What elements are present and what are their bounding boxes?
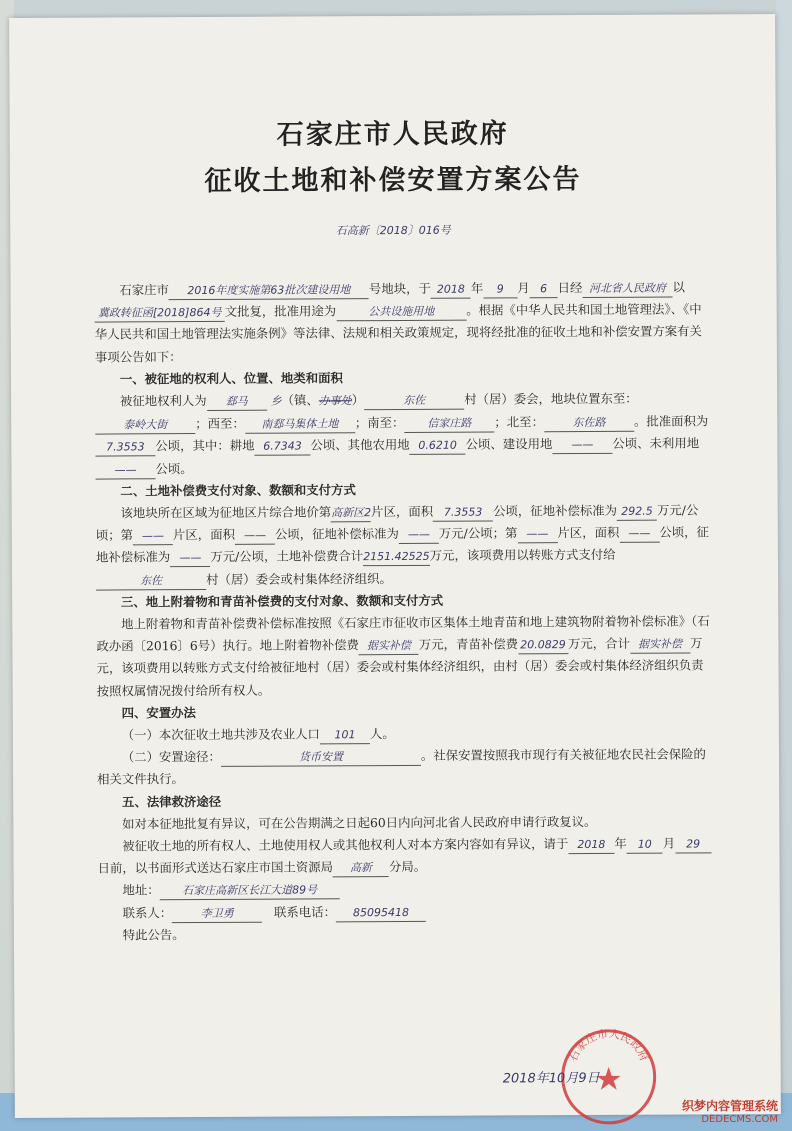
zone2-area: —— (235, 528, 275, 545)
zone3: —— (517, 526, 557, 543)
section4-item2: （二）安置途径： 货币安置 。社保安置按照我市现行有关被征地农民社会保险的相关文件执行。 (97, 746, 706, 788)
section2-paragraph: 该地块所在区域为征地区片综合地价第高新区2片区，面积 7.3553 公顷，征地补偿标准为 292.5 万元/公顷；第 —— 片区，面积 —— 公顷，征地补偿标准为 —— 万元/公顷；第 —— 片区，面积 —— 公顷，征地补偿标准为 —— 万元/公顷，土地补偿费合计2151.42525万元，该项费用以转账方式支付给东佐 村（居）委会或村集体经济组织。 (96, 499, 714, 591)
zone1: 高新区2 (331, 505, 371, 522)
agricultural-population: 101 (320, 727, 370, 744)
intro-paragraph: 石家庄市 2016年度实施第63批次建设用地 号地块，于 2018 年 9 月 6 日经 河北省人民政府 以冀政转征函[2018]864号 文批复，批准用途为 公共设施用地 。根据《中华人民共和国土地管理法》、《中华人民共和国土地管理法实施条例》等法律、法规和相关政策规定，现将经批准的征收土地和补偿安置方案有关事项公告如下： (94, 279, 702, 365)
approval-number: 冀政转征函[2018]864号 (95, 305, 225, 323)
approval-year: 2018 (431, 282, 471, 299)
compensation-sum: 据实补偿 (630, 637, 690, 654)
section1-heading: 一、被征地的权利人、位置、地类和面积 (119, 370, 343, 387)
seal-star-icon (597, 1067, 621, 1090)
approval-month: 9 (483, 281, 517, 298)
unused-area: —— (95, 462, 155, 479)
resettlement-method: 货币安置 (221, 749, 421, 767)
section3-paragraph: 地上附着物和青苗补偿费补偿标准按照《石家庄市征收市区集体土地青苗和地上建筑物附着物补偿标准》（石政办函〔2016〕6号）执行。地上附着物补偿费 据实补偿 万元，青苗补偿费 20.0829 万元，合计 据实补偿 万元，该项费用以转账方式支付给被征地村（居）委会或村集体经济组织，由村（居）委会或村集体经济组织负责按照权属情况拨付给所有权人。 (96, 613, 710, 699)
town-mark: 乡 (270, 394, 282, 408)
town: 郄马 (207, 394, 267, 411)
section4-item1: （一）本次征收土地共涉及农业人口 101 人。 (121, 726, 395, 743)
construction-area: —— (552, 437, 612, 454)
address-line: 地址： 石家庄高新区长江大道89号 (98, 877, 716, 902)
village: 东佐 (364, 393, 464, 411)
title-line1: 石家庄市人民政府 (276, 118, 509, 151)
plot-batch: 2016年度实施第63批次建设用地 (169, 282, 369, 300)
document-number: 石高新〔2018〕016号 (335, 223, 451, 238)
zone2: —— (133, 528, 173, 545)
farmland-area: 6.7343 (254, 439, 310, 456)
zone1-standard: 292.5 (617, 504, 657, 521)
crop-compensation: 20.0829 (518, 637, 568, 654)
zone3-standard: —— (170, 550, 210, 567)
contact-phone: 85095418 (336, 905, 426, 922)
section4-heading: 四、安置办法 (121, 704, 196, 721)
boundary-north: 东佐路 (544, 415, 634, 432)
watermark-line2: DEDECMS.COM (701, 1114, 778, 1125)
section5-heading: 五、法律救济途径 (121, 793, 222, 810)
notice-date: 2018年10月9日 (502, 1070, 600, 1087)
contact-line: 联系人： 李卫勇 联系电话： 85095418 (98, 899, 716, 924)
land-compensation-total: 2151.42525 (363, 549, 430, 566)
contact-person: 李卫勇 (172, 905, 262, 922)
section5-paragraph2: 被征收土地的所有权人、土地使用权人或其他权利人对本方案内容如有异议，请于 2018 年 10 月 29日前，以书面形式送达石家庄市国土资源局 高新 分局。 (97, 832, 715, 880)
boundary-south: 信家庄路 (404, 416, 494, 433)
approval-day: 6 (530, 281, 558, 298)
closing-line: 特此公告。 (122, 926, 185, 943)
boundary-west: 南郄马集体土地 (245, 416, 355, 434)
notice-paper (9, 14, 781, 1118)
seal-text: 石家庄市人民政府 (566, 1027, 651, 1064)
objection-month: 10 (627, 837, 663, 854)
section3-heading: 三、地上附着物和青苗补偿费的支付对象、数额和支付方式 (120, 592, 444, 610)
watermark (682, 1097, 778, 1125)
zone2-standard: —— (399, 527, 439, 544)
zone3-area: —— (619, 526, 659, 543)
section2-heading: 二、土地补偿费支付对象、数额和支付方式 (120, 482, 356, 499)
compensation-payee: 东佐 (96, 573, 206, 591)
approved-area: 7.3553 (95, 440, 155, 457)
office-struck: 办事处 (318, 394, 352, 408)
section1-paragraph: 被征地权利人为 郄马 乡（镇、办事处） 东佐 村（居）委会，地块位置东至：泰岭大街 ；西至： 南郄马集体土地 ；南至： 信家庄路 ；北至： 东佐路 。批准面积为7.3553 公顷，其中：耕地 6.7343 公顷、其他农用地 0.6210 公顷、建设用地 —— 公顷、未利用地—— 公顷。 (95, 387, 713, 480)
land-bureau-branch: 高新 (333, 860, 389, 877)
approver: 河北省人民政府 (582, 281, 672, 298)
land-purpose: 公共设施用地 (336, 304, 466, 322)
attachment-compensation: 据实补偿 (359, 638, 419, 655)
section5-paragraph1: 如对本征地批复有异议，可在公告期满之日起60日内向河北省人民政府申请行政复议。 (122, 813, 597, 832)
address: 石家庄高新区长江大道89号 (160, 883, 340, 901)
title-line2: 征收土地和补偿安置方案公告 (204, 164, 582, 197)
watermark-line1: 织梦内容管理系统 (681, 1099, 778, 1113)
zone1-area: 7.3553 (433, 505, 493, 522)
other-farmland-area: 0.6210 (410, 438, 466, 455)
objection-day: 29 (675, 836, 711, 853)
objection-year: 2018 (568, 837, 614, 854)
notice-body (94, 276, 715, 946)
boundary-east: 泰岭大街 (95, 417, 195, 435)
